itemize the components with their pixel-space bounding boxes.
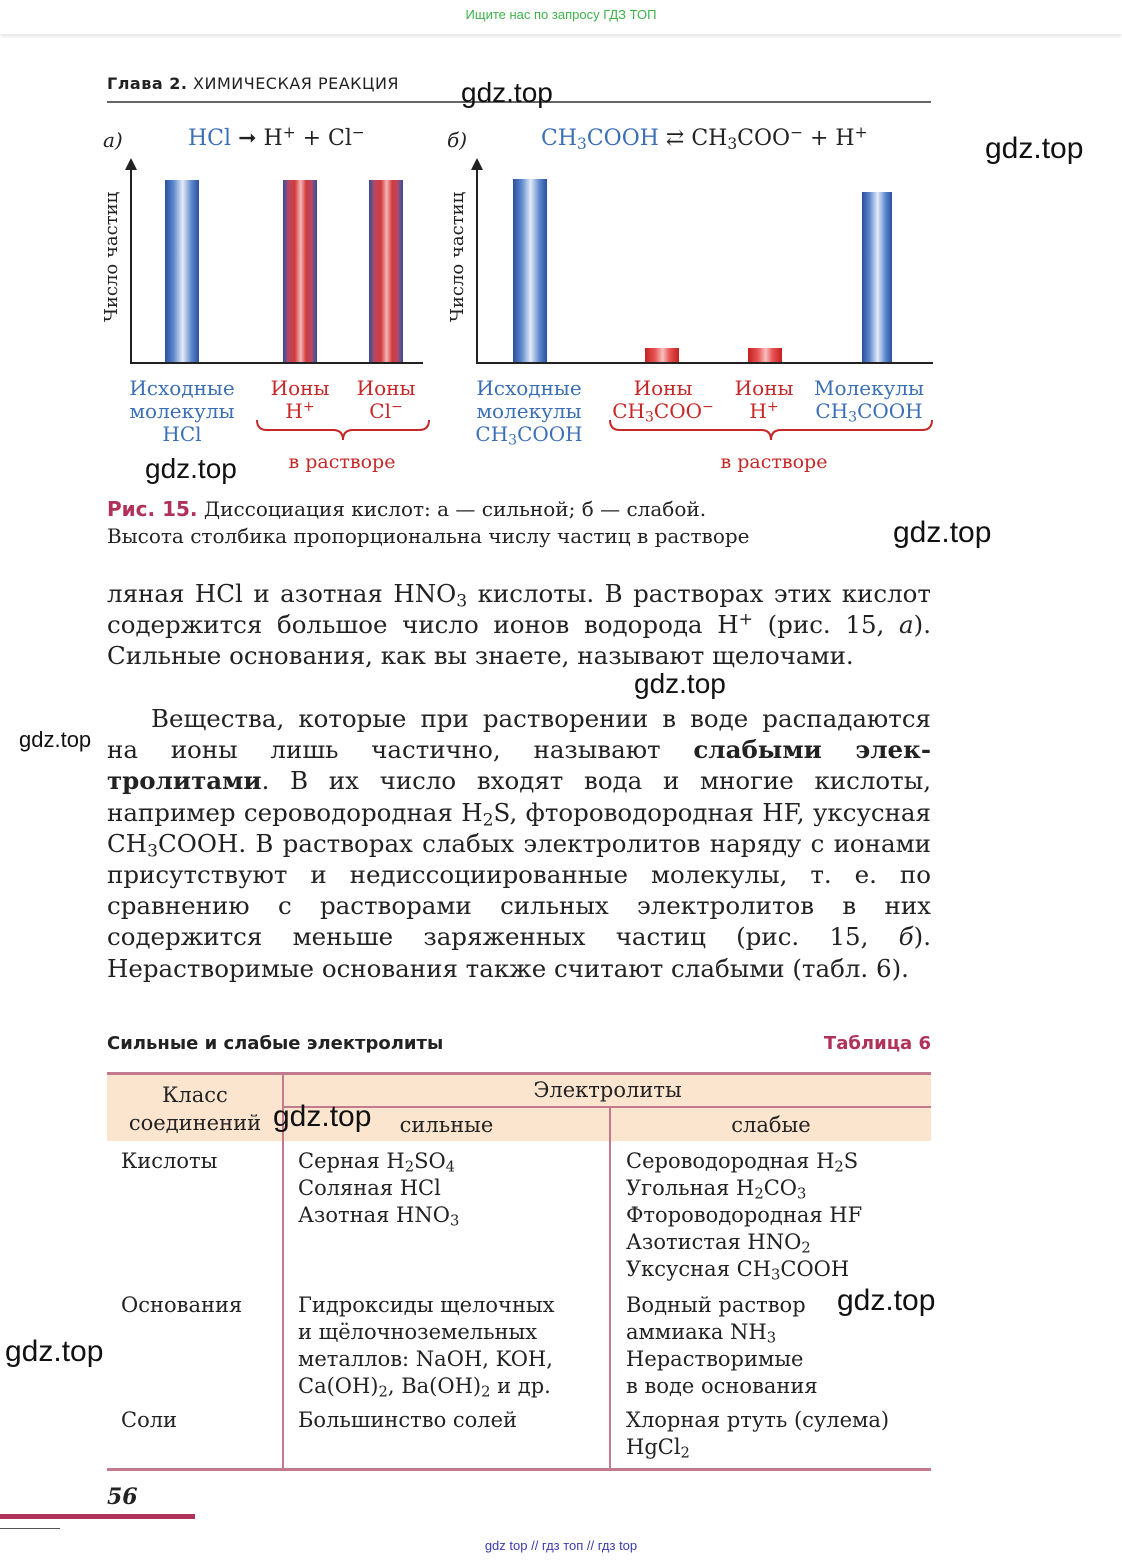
label-text: HCl	[162, 422, 202, 446]
watermark: gdz.top	[273, 1100, 372, 1133]
label-text: Молекулы	[814, 376, 924, 400]
chapter-header	[107, 74, 399, 93]
axis-arrow-icon	[125, 158, 137, 170]
table-title: Сильные и слабые электролиты	[107, 1033, 444, 1054]
bases-strong: Гидроксиды щелочных и щёлочноземельных металлов: NaOH, KOH, $Ca(OH)_2$, $Ba(OH)_2$ и др.	[298, 1293, 555, 1401]
page-number-bar	[0, 1514, 195, 1519]
bar-ch3cooh-remaining	[862, 192, 892, 362]
panel-b-label: б)	[447, 128, 468, 152]
acids-strong: Серная $H_2SO_4$ Соляная HCl Азотная $HNO_3$	[298, 1149, 460, 1230]
label-text: Ионы	[734, 376, 794, 400]
brace-a	[255, 418, 431, 444]
top-banner[interactable]: Ищите нас по запросу ГДЗ ТОП	[0, 0, 1122, 34]
label-hcl-molecules	[120, 377, 244, 446]
caption-line2: Высота столбика пропорциональна числу частиц в растворе	[107, 524, 750, 548]
panel-b-equation: $CH_3COOH$ ⇄ $CH_3COO^- + H^+$	[541, 123, 868, 153]
paragraph-1: ляная HCl и азотная $HNO_3$ кислоты. В растворах этих кислот содержится большое число ионов водорода H+ (рис. 15, а). Сильные основания, как вы знаете, называют щелочами.	[107, 579, 931, 671]
corner-line	[0, 1528, 60, 1529]
label-text: молекулы	[129, 399, 235, 423]
row-bases: Основания	[121, 1293, 243, 1317]
header-electrolytes: Электролиты	[533, 1078, 682, 1102]
bar-h-ions	[283, 180, 317, 362]
header-strong: сильные	[399, 1113, 494, 1137]
bar-ch3cooh-initial	[513, 179, 547, 362]
label-text: Исходные	[129, 376, 235, 400]
acids-weak: Сероводородная $H_2S$ Угольная $H_2CO_3$ Фтороводородная HF Азотистая $HNO_2$ Уксусная $CH_3COOH$	[626, 1149, 863, 1284]
label-acetate-ions: Ионы $CH_3COO^-$	[605, 377, 721, 423]
watermark: gdz.top	[634, 668, 726, 699]
caption-text: Диссоциация кислот: а — сильной; б — слабой.	[197, 497, 707, 521]
bar-h-ions-b	[748, 348, 782, 362]
label-text: Ионы	[356, 376, 416, 400]
panel-a-axis-title: Число частиц	[101, 191, 122, 322]
panel-b-y-axis	[476, 168, 478, 364]
bar-cl-ions	[369, 180, 403, 362]
brace-b-label: в растворе	[720, 451, 828, 473]
brace-a-label: в растворе	[288, 451, 396, 473]
equilibrium-arrows-icon: ⇄	[665, 126, 685, 151]
watermark: gdz.top	[837, 1284, 936, 1317]
bases-weak: Водный раствор аммиака $NH_3$ Нерастворимые в воде основания	[626, 1293, 818, 1398]
header-class	[107, 1081, 283, 1137]
header-divider	[284, 1106, 931, 1108]
table-number: Таблица 6	[823, 1033, 931, 1054]
header-text: соединений	[128, 1111, 262, 1135]
figure-number: Рис. 15.	[107, 497, 198, 521]
footer-links[interactable]: gdz top // гдз топ // гдз top	[484, 1538, 638, 1553]
watermark: gdz.top	[19, 727, 92, 752]
watermark: gdz.top	[145, 453, 237, 484]
brace-b	[608, 418, 934, 444]
label-text: Ионы	[633, 376, 693, 400]
salts-strong: Большинство солей	[298, 1408, 518, 1432]
header-weak: слабые	[731, 1113, 811, 1137]
chapter-label: Глава 2.	[107, 74, 188, 93]
label-text: молекулы	[476, 399, 582, 423]
watermark: gdz.top	[985, 132, 1084, 165]
header-text: Класс	[162, 1083, 228, 1107]
panel-b-axis-title: Число частиц	[447, 191, 468, 322]
panel-b-x-axis	[476, 362, 933, 364]
arrow-icon: ➞	[238, 126, 257, 151]
axis-arrow-icon	[471, 158, 483, 170]
row-salts: Соли	[121, 1408, 178, 1432]
figure-caption	[107, 496, 907, 550]
label-ch3cooh-remaining: Молекулы $CH_3COOH$	[807, 377, 931, 423]
page-number: 56	[107, 1484, 138, 1510]
paragraph-2: Вещества, которые при растворении в воде распадаются на ионы лишь частично, называют слабыми электролитами. В их число входят вода и многие кислоты, например сероводородная $H_2S$, фтороводородная HF, уксусная $CH_3COOH$. В растворах слабых электролитов наряду с ионами присутствуют и недиссоциированные молекулы, т. е. по сравнению с растворами сильных электролитов в них содержится меньше заряженных частиц (рис. 15, б). Нерастворимые основания также считают слабыми (табл. 6).	[107, 704, 931, 983]
watermark: gdz.top	[5, 1335, 104, 1368]
label-cl-ions: Ионы Cl−	[348, 377, 424, 423]
reactant-hcl: HCl	[188, 126, 232, 151]
row-acids: Кислоты	[121, 1149, 218, 1173]
label-h-ions-b: Ионы H+	[726, 377, 802, 423]
panel-a-label: а)	[103, 128, 123, 152]
watermark: gdz.top	[461, 77, 553, 108]
bar-hcl-molecules	[165, 180, 199, 362]
label-text: Исходные	[476, 376, 582, 400]
bar-acetate-ions	[645, 348, 679, 362]
panel-a-x-axis	[130, 362, 423, 364]
panel-a-equation: HCl ➞ H+ + Cl−	[188, 123, 365, 151]
chapter-title: ХИМИЧЕСКАЯ РЕАКЦИЯ	[193, 74, 400, 93]
salts-weak: Хлорная ртуть (сулема) HgCl$_2$	[626, 1408, 890, 1462]
label-ch3cooh-initial: Исходные молекулы $CH_3COOH$	[467, 377, 591, 446]
watermark: gdz.top	[893, 516, 992, 549]
label-text: Ионы	[270, 376, 330, 400]
column-divider	[609, 1106, 611, 1470]
table-bottom-rule	[107, 1468, 931, 1471]
label-h-ions: Ионы H+	[262, 377, 338, 423]
panel-a-y-axis	[130, 168, 132, 364]
